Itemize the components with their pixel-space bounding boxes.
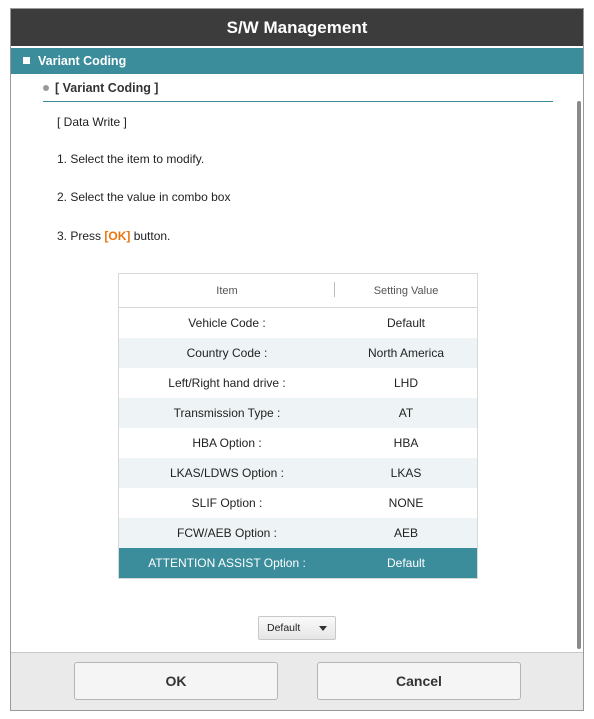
subheader-label: [ Variant Coding ] xyxy=(55,81,159,95)
step3-suffix: button. xyxy=(130,229,171,243)
section-label: Variant Coding xyxy=(38,54,127,68)
table-row[interactable] xyxy=(119,308,478,339)
instruction-step-1: 1. Select the item to modify. xyxy=(57,152,205,166)
sw-management-window xyxy=(10,8,584,711)
table-row[interactable] xyxy=(119,428,478,458)
row-item: ATTENTION ASSIST Option : xyxy=(119,548,336,579)
table-row[interactable] xyxy=(119,518,478,548)
instruction-step-2: 2. Select the value in combo box xyxy=(57,190,231,204)
row-item: Vehicle Code : xyxy=(119,308,336,339)
table-row[interactable] xyxy=(119,398,478,428)
row-item: HBA Option : xyxy=(119,428,336,458)
table-row[interactable] xyxy=(119,368,478,398)
table-row[interactable] xyxy=(119,458,478,488)
instructions-heading: [ Data Write ] xyxy=(57,115,127,129)
table-header-row xyxy=(119,274,478,308)
row-item: Transmission Type : xyxy=(119,398,336,428)
combo-selected-value: Default xyxy=(267,622,301,634)
square-bullet-icon xyxy=(23,57,30,64)
ok-button[interactable]: OK xyxy=(74,662,278,700)
row-item: LKAS/LDWS Option : xyxy=(119,458,336,488)
dot-bullet-icon xyxy=(43,85,49,91)
row-item: Left/Right hand drive : xyxy=(119,368,336,398)
dropdown-arrow-icon xyxy=(319,626,327,631)
vertical-scrollbar[interactable] xyxy=(577,101,581,649)
setting-value-combo-box[interactable] xyxy=(258,616,336,640)
row-value: HBA xyxy=(335,428,478,458)
subheader xyxy=(43,78,553,102)
step3-prefix: 3. Press xyxy=(57,229,105,243)
cancel-button[interactable]: Cancel xyxy=(317,662,521,700)
row-item: SLIF Option : xyxy=(119,488,336,518)
variant-coding-table xyxy=(118,273,478,579)
row-value: North America xyxy=(335,338,478,368)
dialog-footer xyxy=(11,652,583,711)
row-value: AEB xyxy=(335,518,478,548)
column-header-setting-value: Setting Value xyxy=(335,274,478,308)
row-value: LHD xyxy=(335,368,478,398)
row-value: NONE xyxy=(335,488,478,518)
table-row-selected[interactable] xyxy=(119,548,478,579)
row-item: FCW/AEB Option : xyxy=(119,518,336,548)
step3-ok-highlight: [OK] xyxy=(104,229,131,243)
row-value: AT xyxy=(335,398,478,428)
table-row[interactable] xyxy=(119,488,478,518)
column-header-item: Item xyxy=(119,274,336,308)
row-item: Country Code : xyxy=(119,338,336,368)
instruction-step-3 xyxy=(57,229,170,243)
row-value: Default xyxy=(335,548,478,579)
window-title: S/W Management xyxy=(11,9,583,46)
section-bar xyxy=(11,48,583,74)
row-value: LKAS xyxy=(335,458,478,488)
table-row[interactable] xyxy=(119,338,478,368)
row-value: Default xyxy=(335,308,478,339)
